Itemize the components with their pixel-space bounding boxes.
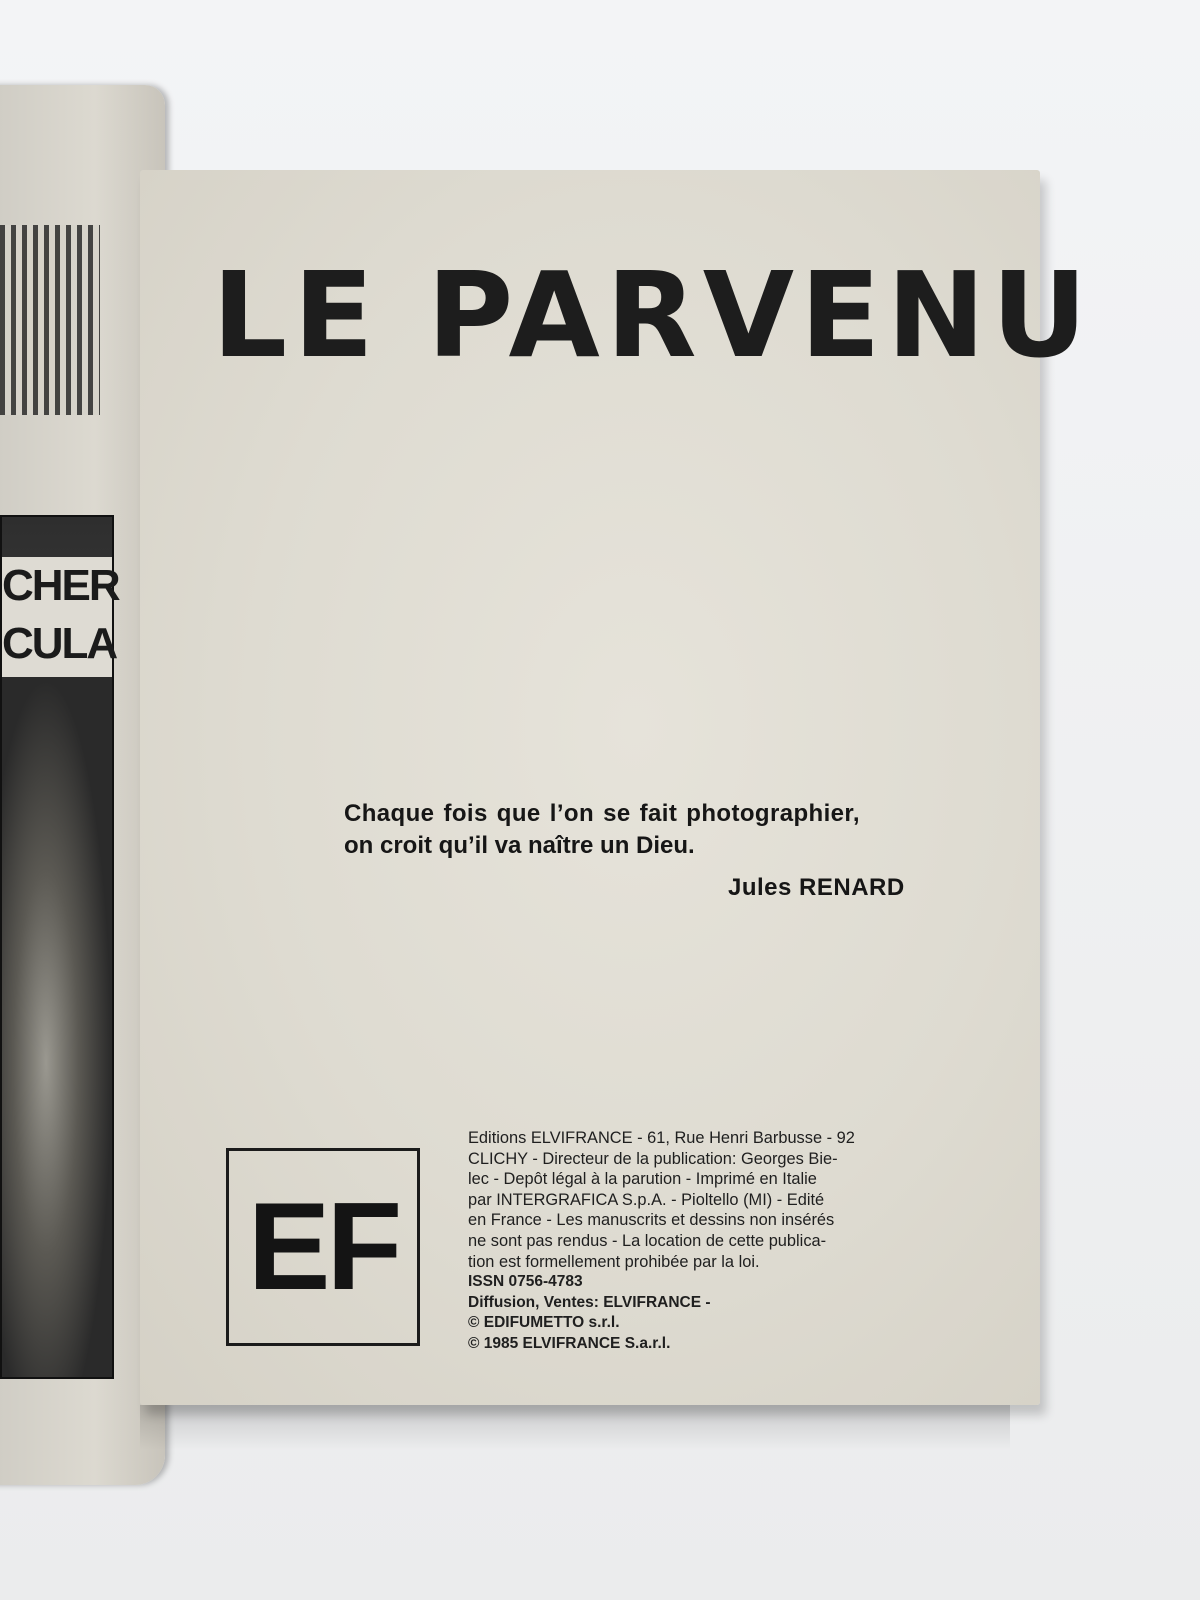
left-page-title-strip: [0, 225, 100, 415]
title-page: [140, 170, 1094, 1405]
imprint-line: CLICHY - Directeur de la publication: Georges Bie-: [468, 1149, 838, 1168]
imprint-line: par INTERGRAFICA S.p.A. - Pioltello (MI) - Edité: [468, 1190, 825, 1209]
left-cover-title-line-2: CULA: [2, 619, 117, 668]
imprint-block: [468, 1128, 968, 1355]
left-cover-title-band: [2, 557, 119, 677]
issn-number: ISSN 0756-4783: [468, 1273, 583, 1291]
left-cover-title-line-1: CHER: [2, 561, 119, 610]
quote-line-2: on croit qu’il va naître un Dieu.: [344, 832, 695, 859]
quote-author: Jules RENARD: [728, 874, 905, 901]
quote-line-1: Chaque fois que l’on se fait photographier,: [344, 800, 860, 827]
page-shadow: [140, 1405, 1010, 1450]
imprint-line: tion est formellement prohibée par la loi.: [468, 1252, 760, 1271]
left-cover-illustration: [2, 677, 112, 1377]
publisher-logo-text: EF: [247, 1178, 399, 1316]
imprint-line: lec - Depôt légal à la parution - Imprimé en Italie: [468, 1170, 817, 1189]
left-page-cover-thumbnail: [0, 515, 119, 1379]
imprint-line: ne sont pas rendus - La location de cette publica-: [468, 1231, 827, 1250]
diffusion-line: Diffusion, Ventes: ELVIFRANCE -: [468, 1293, 711, 1311]
copyright-line-1: © EDIFUMETTO s.r.l.: [468, 1314, 620, 1332]
epigraph-quote: [344, 798, 1004, 862]
book-title: LE PARVENU: [212, 246, 1094, 384]
imprint-line: Editions ELVIFRANCE - 61, Rue Henri Barbusse - 92: [468, 1129, 855, 1147]
copyright-line-2: © 1985 ELVIFRANCE S.a.r.l.: [468, 1334, 671, 1352]
imprint-line: en France - Les manuscrits et dessins non insérés: [468, 1211, 835, 1230]
publisher-logo: [226, 1148, 420, 1346]
